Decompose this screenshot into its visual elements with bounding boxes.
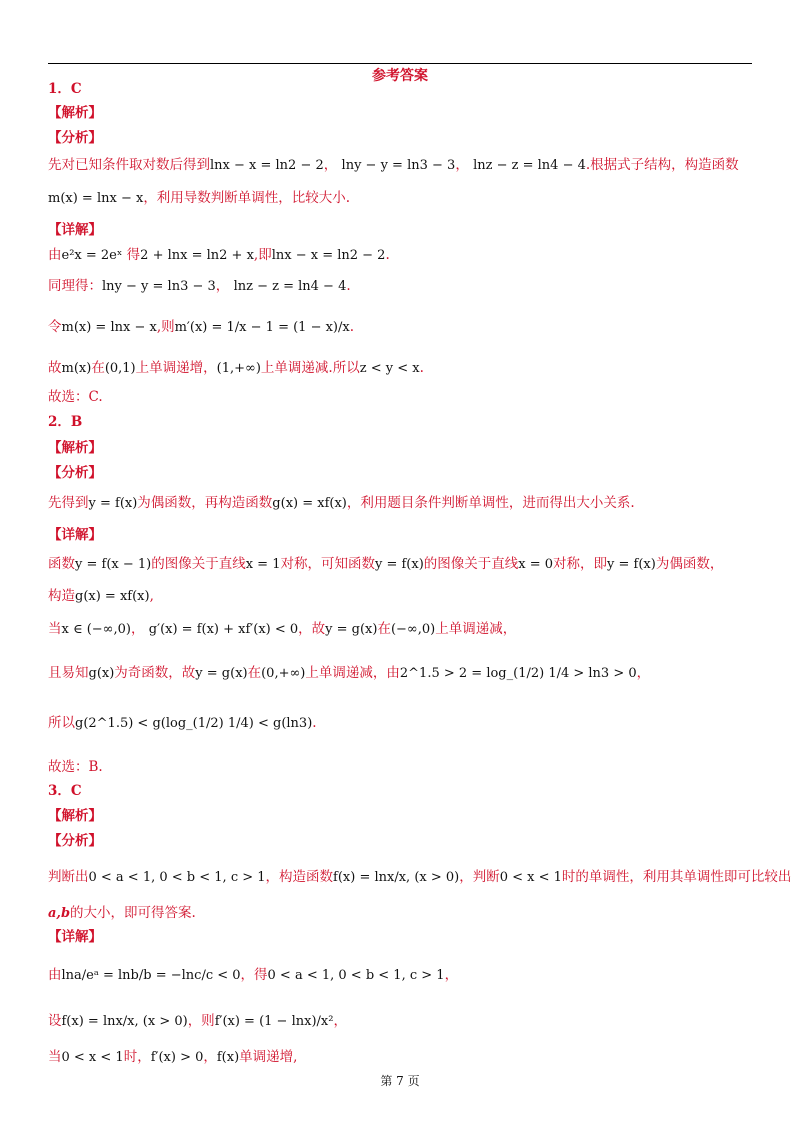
q2-fenxi-label: 【分析】 [48, 465, 102, 481]
page-title: 参考答案 [372, 68, 428, 84]
text: 为偶函数，再构造函数 [137, 495, 273, 511]
text: 对称，可知函数 [280, 556, 375, 572]
formula: e²x = 2eˣ [61, 248, 123, 263]
text: 为奇函数，故 [114, 665, 196, 681]
formula: 0 < x < 1 [61, 1050, 124, 1065]
formula: x ∈ (−∞,0) [61, 622, 131, 637]
q2-header: 2．B [48, 414, 83, 430]
text: ， [444, 967, 459, 983]
formula: (0,1) [104, 361, 136, 376]
text: . [346, 278, 351, 294]
formula: (0,+∞) [261, 666, 306, 681]
text: 构造 [48, 588, 75, 604]
q1-detail-line2 [48, 277, 351, 296]
formula: g(2^1.5) < g(log_(1/2) 1/4) < g(ln3) [75, 716, 313, 731]
formula: y = g(x) [325, 622, 378, 637]
text: .根据式子结构，构造函数 [585, 157, 739, 173]
q1-xiangjie-label: 【详解】 [48, 222, 102, 238]
q2-detail-line2 [48, 587, 154, 606]
text: ， [636, 665, 651, 681]
q3-header: 3．C [48, 783, 82, 799]
text: 对称，即 [553, 556, 608, 572]
q1-analysis-line1 [48, 156, 739, 175]
q3-xiangjie-label: 【详解】 [48, 929, 102, 945]
text: ， [203, 1049, 217, 1065]
text: ， [333, 1013, 347, 1029]
text: ，利用题目条件判断单调性，进而得出大小关系. [346, 495, 635, 511]
formula: f(x) = lnx/x, (x > 0) [61, 1014, 188, 1029]
text: 为偶函数， [655, 556, 724, 572]
text: ,即 [253, 247, 272, 263]
text: 判断出 [48, 869, 89, 885]
formula: g(x) [88, 666, 115, 681]
q3-jiexi-label: 【解析】 [48, 808, 102, 824]
text: ，构造函数 [265, 869, 334, 885]
text: ， [215, 278, 230, 294]
text: 时的单调性，利用其单调性即可比较出 [561, 869, 792, 885]
q3-fenxi-label: 【分析】 [48, 833, 102, 849]
text: 函数 [48, 556, 75, 572]
formula: g(x) = xf(x) [75, 589, 150, 604]
text: ， [323, 157, 338, 173]
text: 在 [91, 360, 105, 376]
formula: g′(x) = f(x) + xf′(x) < 0 [148, 622, 299, 637]
formula: (1,+∞) [216, 361, 261, 376]
formula: 0 < a < 1, 0 < b < 1, c > 1 [267, 968, 445, 983]
formula: z < y < x [359, 361, 420, 376]
formula: y = f(x) [607, 557, 656, 572]
formula: x = 1 [245, 557, 281, 572]
q3-detail-line3 [48, 1048, 297, 1067]
q2-detail-line5 [48, 714, 317, 733]
text: 上单调递减.所以 [260, 360, 360, 376]
text: 故 [48, 360, 62, 376]
text: 由 [48, 247, 62, 263]
q1-fenxi-label: 【分析】 [48, 130, 102, 146]
text: ，判断 [459, 869, 500, 885]
text: ， [131, 621, 145, 637]
q1-detail-line4 [48, 359, 424, 378]
text: 上单调递减，由 [305, 665, 400, 681]
formula: y = f(x − 1) [75, 557, 152, 572]
formula: 0 < a < 1, 0 < b < 1, c > 1 [88, 870, 266, 885]
q1-analysis-line2 [48, 189, 350, 208]
text: 的图像关于直线 [151, 556, 246, 572]
text: 所以 [48, 715, 75, 731]
formula: lny − y = ln3 − 3 [341, 158, 456, 173]
text: 上单调递增， [135, 360, 217, 376]
text: 在 [247, 665, 262, 681]
text: ， [455, 157, 469, 173]
formula: m(x) [61, 361, 92, 376]
formula: 0 < x < 1 [499, 870, 562, 885]
text: 的大小，即可得答案. [70, 905, 196, 921]
formula: (−∞,0) [390, 622, 436, 637]
q2-jiexi-label: 【解析】 [48, 440, 102, 456]
header-rule [48, 63, 752, 64]
formula: lny − y = ln3 − 3 [102, 279, 216, 294]
text: 在 [377, 621, 391, 637]
formula: lnx − x = ln2 − 2 [210, 158, 324, 173]
formula: m(x) = lnx − x [61, 320, 157, 335]
q2-xiangjie-label: 【详解】 [48, 527, 102, 543]
q3-analysis-line1 [48, 868, 791, 887]
text: . [419, 360, 424, 376]
formula: f′(x) = (1 − lnx)/x² [214, 1014, 334, 1029]
q2-detail-line1 [48, 555, 723, 574]
text: 先对已知条件取对数后得到 [48, 157, 210, 173]
text: 得 [126, 247, 141, 263]
formula: lnz − z = ln4 − 4 [233, 279, 347, 294]
text: . [312, 715, 317, 731]
text: , [149, 588, 154, 604]
formula: g(x) = xf(x) [272, 496, 347, 511]
text: 时， [123, 1049, 151, 1065]
text: 单调递增, [239, 1049, 298, 1065]
q3-detail-line1 [48, 966, 458, 985]
q2-detail-line4 [48, 664, 650, 683]
formula: f′(x) > 0 [150, 1050, 204, 1065]
q1-header: 1．C [48, 81, 82, 97]
formula: 2^1.5 > 2 = log_(1/2) 1/4 > ln3 > 0 [399, 666, 637, 681]
formula: y = g(x) [195, 666, 248, 681]
q2-answer: 故选：B. [48, 759, 103, 775]
text: 且易知 [48, 665, 89, 681]
text: ，故 [298, 621, 326, 637]
text: 上单调递减， [435, 621, 517, 637]
formula: m′(x) = 1/x − 1 = (1 − x)/x [174, 320, 350, 335]
text: 当 [48, 1049, 62, 1065]
text: 令 [48, 319, 62, 335]
formula: lnx − x = ln2 − 2 [271, 248, 386, 263]
q1-jiexi-label: 【解析】 [48, 105, 102, 121]
formula: m(x) = lnx − x [48, 191, 144, 206]
text: 同理得： [48, 278, 102, 294]
text: . [385, 247, 390, 263]
text: . [349, 319, 354, 335]
formula: f(x) = lnx/x, (x > 0) [333, 870, 460, 885]
text: 由 [48, 967, 62, 983]
formula: a,b [48, 906, 71, 921]
text: 的图像关于直线 [423, 556, 519, 572]
formula: f(x) [216, 1050, 240, 1065]
formula: lna/eᵃ = lnb/b = −lnc/c < 0 [61, 968, 241, 983]
q3-analysis-line2 [48, 904, 196, 923]
text: ，得 [240, 967, 268, 983]
formula: 2 + lnx = ln2 + x [140, 248, 254, 263]
text: 先得到 [48, 495, 89, 511]
q3-detail-line2 [48, 1012, 347, 1031]
formula: y = f(x) [374, 557, 424, 572]
formula: y = f(x) [88, 496, 138, 511]
text: ，则 [187, 1013, 215, 1029]
q1-detail-line3 [48, 318, 354, 337]
text: ,则 [156, 319, 175, 335]
formula: x = 0 [518, 557, 554, 572]
q1-answer: 故选：C. [48, 389, 103, 405]
page-number: 第 7 页 [380, 1074, 420, 1088]
text: ，利用导数判断单调性，比较大小. [143, 190, 351, 206]
formula: lnz − z = ln4 − 4 [473, 158, 586, 173]
text: 设 [48, 1013, 62, 1029]
text: 当 [48, 621, 62, 637]
q1-detail-line1 [48, 246, 390, 265]
q2-detail-line3 [48, 620, 516, 639]
q2-analysis-line1 [48, 494, 635, 513]
